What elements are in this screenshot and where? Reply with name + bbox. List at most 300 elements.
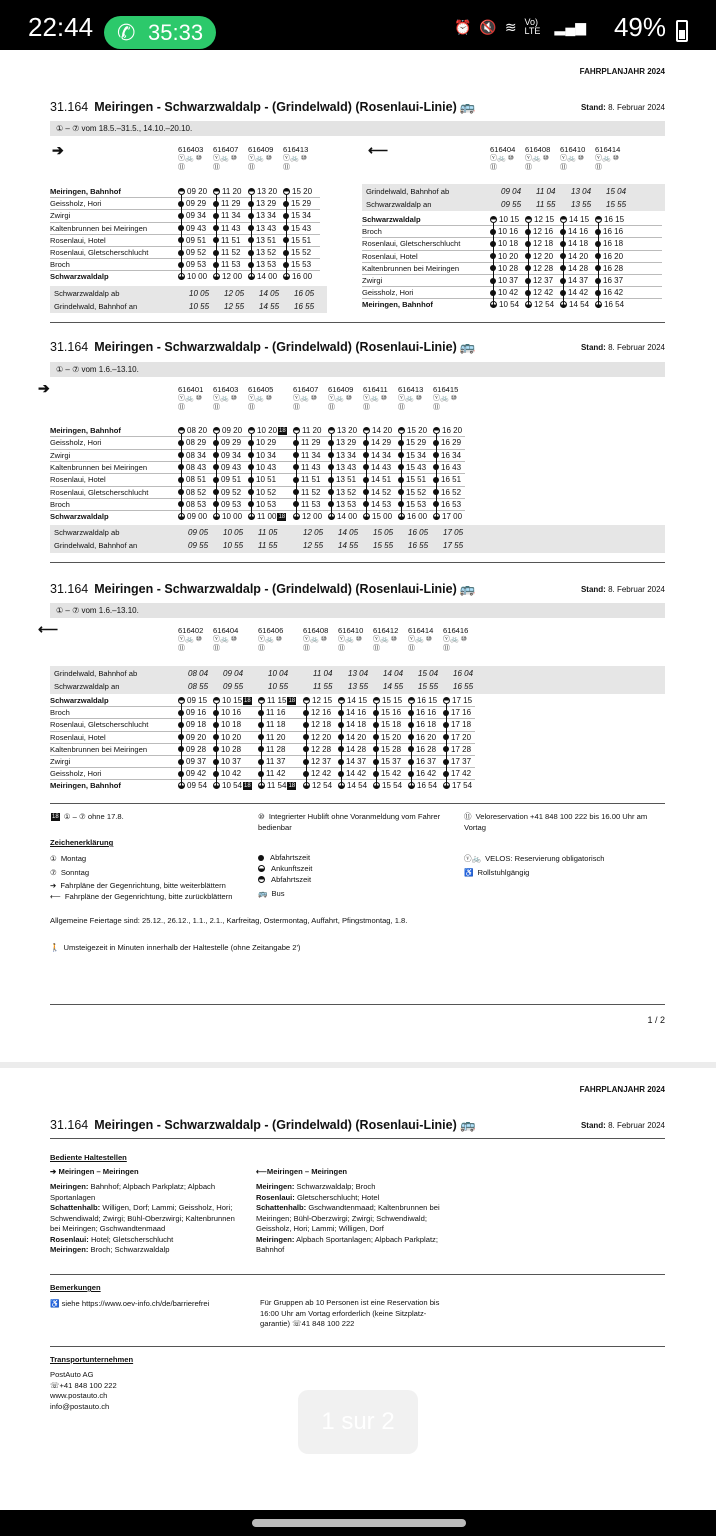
- time-cell: [213, 224, 240, 233]
- departure-halfdot-icon: [213, 188, 220, 195]
- time-cell: [443, 696, 472, 705]
- route-line: [181, 434, 182, 518]
- dir2-heading: [256, 1167, 347, 1178]
- time-value: 14 34: [371, 450, 392, 460]
- legend-heading: Zeichenerklärung: [50, 838, 114, 847]
- train-number: 616408: [303, 626, 329, 635]
- connection-time: 09 55: [501, 199, 522, 209]
- route-line: [216, 195, 217, 277]
- time-cell: [213, 260, 240, 269]
- time-value: 10 15: [222, 696, 243, 705]
- divider: [50, 1346, 665, 1347]
- time-cell: [248, 475, 276, 484]
- connection-time: 10 05: [223, 528, 244, 537]
- time-value: 10 16: [221, 708, 242, 718]
- train-number: 616408: [525, 145, 551, 154]
- fahrplanjahr-header-2: FAHRPLANJAHR 2024: [579, 1085, 665, 1094]
- departure-halfdot-icon: [258, 697, 265, 704]
- time-cell: [213, 720, 241, 729]
- veloreservation-icon: ⑪: [408, 645, 415, 652]
- route-line: [251, 195, 252, 277]
- time-value: 10 15: [499, 215, 520, 224]
- stand-label: Stand:: [580, 585, 606, 594]
- connection-time: 16 55: [453, 681, 474, 691]
- time-value: 17 20: [451, 732, 472, 742]
- time-cell: [178, 475, 206, 484]
- connection-time: 13 55: [348, 681, 369, 691]
- time-cell: [433, 438, 461, 447]
- stop-name: Broch: [362, 227, 382, 237]
- row-divider: [50, 222, 320, 223]
- stand-date: 8. Februar 2024: [608, 585, 665, 594]
- time-value: 09 51: [221, 475, 242, 485]
- stop-name: Schwarzwaldalp: [50, 512, 109, 522]
- time-value: 13 51: [336, 475, 357, 485]
- stop-name: Kaltenbrunnen bei Meiringen: [50, 462, 148, 472]
- stop-name: Zwirgi: [50, 211, 71, 221]
- phone-icon: ☏: [50, 1380, 60, 1390]
- served-stop-list: Gletscherschlucht; Hotel: [296, 1192, 380, 1202]
- time-cell: [328, 438, 356, 447]
- mute-icon: 🔇: [479, 18, 497, 35]
- note-18-icon: 18: [279, 428, 286, 434]
- route-line: [563, 223, 564, 305]
- note-18-icon: 18: [278, 514, 286, 521]
- time-cell: [293, 475, 320, 484]
- time-value: 15 16: [381, 708, 402, 718]
- time-cell: [398, 451, 426, 460]
- veloreservation-icon: ⑪: [178, 404, 185, 411]
- bike-icon: ⓥ🚲 ⑩: [408, 636, 432, 643]
- time-cell: [433, 500, 461, 509]
- time-value: 16 42: [603, 288, 624, 298]
- time-value: 08 43: [186, 462, 207, 472]
- time-value: 10 20: [221, 732, 242, 742]
- served-stop-entry: [50, 1182, 245, 1203]
- train-number-column: [595, 145, 620, 172]
- bike-icon: ⓥ🚲 ⑩: [293, 395, 317, 402]
- time-cell: [213, 781, 252, 790]
- train-number-column: [293, 385, 318, 412]
- train-number: 616409: [248, 145, 274, 154]
- time-value: 08 52: [186, 487, 207, 497]
- time-value: 09 29: [186, 199, 207, 209]
- connection-time: 12 55: [303, 540, 324, 550]
- time-cell: [303, 733, 331, 742]
- time-cell: [213, 438, 241, 447]
- legend-weiter-text: Fahrpläne der Gegenrichtung, bitte weiterblättern: [60, 881, 226, 890]
- time-cell: [363, 488, 391, 497]
- time-cell: [213, 236, 240, 245]
- barrierefrei-note[interactable]: [50, 1299, 209, 1310]
- served-stop-place: Meiringen:: [256, 1182, 295, 1191]
- time-value: 14 42: [568, 288, 589, 298]
- time-value: 10 18: [221, 720, 242, 730]
- time-value: 17 28: [451, 744, 472, 754]
- connection-time: 10 05: [189, 289, 210, 298]
- time-value: 09 20: [187, 187, 208, 196]
- time-cell: [213, 488, 241, 497]
- route-line: [436, 434, 437, 518]
- company-web[interactable]: www.postauto.ch: [50, 1391, 108, 1400]
- time-cell: [490, 276, 518, 285]
- train-number: 616415: [433, 385, 459, 394]
- time-value: 09 29: [221, 438, 242, 448]
- time-cell: [258, 769, 285, 778]
- stop-name: Kaltenbrunnen bei Meiringen: [362, 263, 460, 273]
- train-number: 616407: [293, 385, 319, 394]
- time-cell: [595, 252, 623, 261]
- departure-halfdot-icon: [213, 697, 220, 704]
- time-value: 12 54: [312, 781, 333, 791]
- connection-time: 11 04: [313, 669, 333, 678]
- departure-halfdot-icon: [490, 216, 497, 223]
- stop-name: Schwarzwaldalp ab: [54, 289, 120, 298]
- time-value: 10 51: [256, 475, 277, 485]
- stop-name: Meiringen, Bahnhof: [50, 426, 121, 435]
- gruppen-phone[interactable]: 41 848 100 222: [301, 1319, 355, 1328]
- stand-t1: [581, 103, 665, 112]
- time-cell: [213, 463, 241, 472]
- row-divider: [50, 270, 320, 271]
- train-number-column: [178, 626, 203, 653]
- time-cell: [433, 463, 461, 472]
- legend-ankunft: [258, 864, 312, 875]
- train-number-column: [490, 145, 515, 172]
- time-value: 09 52: [221, 487, 242, 497]
- stop-name: Zwirgi: [50, 757, 71, 766]
- train-number-column: [525, 145, 550, 172]
- time-value: 11 34: [301, 450, 321, 460]
- route-line: [446, 704, 447, 786]
- connection-time: 16 55: [294, 301, 315, 311]
- train-number-column: [213, 626, 238, 653]
- row-divider: [362, 225, 662, 226]
- row-divider: [50, 498, 465, 499]
- train-number: 616412: [373, 626, 399, 635]
- departure-halfdot-icon: [560, 216, 567, 223]
- time-cell: [560, 252, 588, 261]
- departure-halfdot-icon: [363, 427, 370, 434]
- time-value: 14 15: [347, 696, 368, 705]
- time-cell: [443, 720, 471, 729]
- time-cell: [213, 708, 241, 717]
- fahrplanjahr-header: FAHRPLANJAHR 2024: [579, 67, 665, 76]
- time-cell: [213, 248, 240, 257]
- time-cell: [248, 512, 286, 521]
- legend-montag: [50, 854, 86, 865]
- time-cell: [213, 187, 241, 196]
- veloreservation-icon: ⑪: [525, 164, 532, 171]
- dir2-label: Meiringen – Meiringen: [266, 1167, 348, 1176]
- time-value: 15 52: [291, 248, 312, 257]
- route-line: [261, 704, 262, 786]
- time-value: 11 51: [221, 235, 241, 245]
- legend-abfahrt2: [258, 875, 311, 886]
- bike-icon: ⓥ🚲 ⑩: [258, 636, 282, 643]
- time-value: 16 18: [603, 239, 624, 249]
- bike-icon: ⓥ🚲 ⑩: [595, 155, 619, 162]
- time-value: 12 37: [311, 757, 332, 766]
- bike-icon: ⓥ🚲 ⑩: [303, 636, 327, 643]
- time-value: 17 42: [451, 769, 472, 779]
- time-cell: [213, 211, 240, 220]
- time-value: 11 43: [221, 223, 241, 233]
- bediente-heading: Bediente Haltestellen: [50, 1153, 127, 1162]
- row-divider: [362, 298, 662, 299]
- arrow-left-icon: ⟵: [38, 621, 59, 637]
- train-number-column: [303, 626, 328, 653]
- time-value: 16 00: [407, 512, 428, 522]
- served-stop-place: Meiringen:: [50, 1182, 89, 1191]
- veloreservation-icon: ⑪: [248, 164, 255, 171]
- stand-label: Stand:: [580, 103, 606, 112]
- time-cell: [178, 199, 206, 208]
- note-18-icon: 18: [288, 783, 296, 790]
- connection-time: 17 55: [443, 540, 464, 550]
- departure-halfdot-icon: [293, 427, 300, 434]
- time-value: 13 52: [256, 248, 277, 257]
- call-pill[interactable]: [104, 16, 216, 49]
- served-stop-list: Schwarzwaldalp; Broch: [296, 1182, 376, 1191]
- time-cell: [258, 733, 285, 742]
- time-value: 16 43: [441, 462, 462, 472]
- veloreservation-icon: ⑪: [595, 164, 602, 171]
- connection-time: 16 55: [408, 540, 429, 550]
- veloreservation-icon: ⑪: [178, 645, 185, 652]
- served-stop-list: Willigen, Dorf; Lammi; Geissholz, Hori; Schwendiwald; Zwirgi; Bühl-Oberzwirgi; Kaltenbrunnen bei Meiringen; Gschwandtenmaad: [50, 1203, 235, 1233]
- time-value: 12 16: [311, 708, 332, 718]
- time-value: 10 29: [256, 438, 277, 448]
- row-divider: [50, 510, 465, 511]
- route-name: Meiringen - Schwarzwaldalp - (Grindelwald) (Rosenlaui-Linie): [94, 100, 457, 114]
- time-cell: [283, 224, 311, 233]
- departure-halfdot-icon: [433, 427, 440, 434]
- time-value: 08 29: [186, 438, 207, 448]
- connection-time: 10 55: [268, 681, 289, 691]
- time-cell: [490, 227, 518, 236]
- note-10-icon: ⑩: [258, 812, 265, 821]
- row-divider: [50, 246, 320, 247]
- time-cell: [373, 696, 402, 705]
- time-value: 14 16: [346, 708, 367, 718]
- time-value: 13 20: [337, 426, 358, 435]
- stop-name: Rosenlaui, Hotel: [50, 732, 106, 742]
- stop-name: Schwarzwaldalp: [362, 215, 421, 224]
- served-stop-list: Hotel; Gletscherschlucht: [90, 1234, 174, 1244]
- time-cell: [213, 512, 242, 521]
- time-cell: [213, 500, 241, 509]
- connection-time: 09 55: [223, 681, 244, 691]
- time-cell: [258, 720, 285, 729]
- bus-icon: 🚌: [460, 1118, 476, 1132]
- time-cell: [248, 260, 276, 269]
- train-number-column: [283, 145, 308, 172]
- connection-time: 14 55: [338, 540, 359, 550]
- time-value: 16 15: [417, 696, 438, 705]
- note-18-icon: 18: [52, 814, 59, 820]
- home-pill[interactable]: [252, 1519, 466, 1527]
- time-cell: [303, 720, 331, 729]
- veloreservation-icon: ⑪: [283, 164, 290, 171]
- time-cell: [178, 451, 206, 460]
- time-cell: [408, 757, 436, 766]
- time-cell: [178, 260, 206, 269]
- phone-icon: ☏: [292, 1319, 302, 1328]
- time-cell: [363, 463, 391, 472]
- bike-icon: ⓥ🚲 ⑩: [338, 636, 362, 643]
- time-value: 16 16: [603, 227, 624, 237]
- train-number-column: [363, 385, 388, 412]
- stand-t3: [581, 585, 665, 594]
- company-mail[interactable]: info@postauto.ch: [50, 1401, 110, 1411]
- arrow-right-icon: ➔: [50, 1167, 57, 1176]
- veloreservation-icon: ⑪: [363, 404, 370, 411]
- time-cell: [258, 781, 296, 790]
- table-divider: [50, 803, 665, 804]
- time-value: 11 20: [302, 426, 322, 435]
- row-divider: [50, 258, 320, 259]
- time-value: 15 15: [382, 696, 403, 705]
- time-value: 10 54: [222, 781, 243, 791]
- stop-name: Grindelwald, Bahnhof ab: [54, 669, 138, 678]
- time-value: 10 37: [498, 276, 519, 285]
- connection-time: 15 04: [606, 187, 627, 196]
- legend-sonntag: [50, 868, 89, 879]
- train-number: 616410: [338, 626, 364, 635]
- time-cell: [213, 475, 241, 484]
- time-cell: [560, 300, 589, 309]
- time-value: 11 51: [301, 475, 321, 485]
- time-cell: [525, 300, 554, 309]
- time-cell: [248, 248, 276, 257]
- note-11: [464, 812, 664, 833]
- time-cell: [408, 720, 436, 729]
- row-divider: [50, 197, 320, 198]
- time-cell: [328, 475, 356, 484]
- time-cell: [248, 211, 276, 220]
- connection-time: 15 55: [606, 199, 627, 209]
- time-value: 09 16: [186, 708, 207, 718]
- nav-bar: [0, 1510, 716, 1536]
- route-title-t2: [50, 340, 475, 355]
- connection-time: 10 55: [223, 540, 244, 550]
- legend-abfahrt2-text: Abfahrtszeit: [271, 875, 312, 884]
- departure-halfdot-icon: [178, 427, 185, 434]
- stop-name: Grindelwald, Bahnhof an: [54, 540, 138, 550]
- umsteige-note-icon: 🚶: [50, 943, 60, 952]
- row-divider: [50, 234, 320, 235]
- time-cell: [338, 769, 366, 778]
- time-cell: [338, 708, 366, 717]
- umsteige-note: [50, 943, 300, 954]
- time-value: 08 51: [186, 475, 207, 485]
- departure-halfdot-icon: [373, 697, 380, 704]
- time-value: 12 37: [533, 276, 554, 285]
- time-value: 15 37: [381, 757, 402, 766]
- time-cell: [408, 708, 436, 717]
- time-value: 09 43: [186, 223, 207, 233]
- connection-time: 17 05: [443, 528, 464, 537]
- time-cell: [293, 512, 322, 521]
- time-value: 11 15: [267, 696, 287, 705]
- time-value: 16 53: [441, 499, 462, 509]
- train-number: 616416: [443, 626, 469, 635]
- time-value: 12 18: [533, 239, 554, 249]
- bike-icon: ⓥ🚲 ⑩: [213, 155, 237, 162]
- stop-name: Broch: [50, 708, 70, 718]
- time-value: 14 28: [346, 744, 367, 754]
- time-value: 16 28: [416, 744, 437, 754]
- time-cell: [338, 720, 366, 729]
- status-bar: [0, 0, 716, 50]
- bike-icon: ⓥ🚲 ⑩: [283, 155, 307, 162]
- legend-abfahrt-text: Abfahrtszeit: [270, 853, 311, 862]
- time-value: 11 16: [266, 708, 286, 718]
- train-number-column: [433, 385, 458, 412]
- time-cell: [248, 451, 276, 460]
- connection-time: 14 55: [259, 301, 280, 311]
- connection-time: 13 04: [571, 187, 592, 196]
- time-cell: [490, 239, 518, 248]
- connection-time: 14 04: [383, 669, 404, 678]
- time-cell: [248, 500, 276, 509]
- bike-icon: ⓥ🚲 ⑩: [373, 636, 397, 643]
- stop-name: Zwirgi: [50, 450, 71, 460]
- legend-bus-icon: 🚌: [258, 889, 268, 898]
- legend-rollstuhl-text: Rollstuhlgängig: [477, 868, 530, 877]
- connection-time: 16 05: [408, 528, 429, 537]
- legend-abfahrt-icon: [258, 853, 266, 862]
- time-cell: [328, 488, 356, 497]
- barrierefrei-link[interactable]: siehe https://www.oev-info.ch/de/barrierefrei: [61, 1299, 210, 1308]
- train-number: 616401: [178, 385, 204, 394]
- time-value: 11 53: [301, 499, 321, 509]
- line-number: 31.164: [50, 1118, 89, 1132]
- company-phone[interactable]: +41 848 100 222: [59, 1380, 117, 1390]
- train-number: 616413: [283, 145, 309, 154]
- time-cell: [248, 199, 276, 208]
- train-number-column: [373, 626, 398, 653]
- note-11-icon: ⑪: [464, 812, 472, 821]
- time-cell: [408, 696, 437, 705]
- time-value: 08 53: [186, 499, 207, 509]
- time-cell: [490, 300, 519, 309]
- time-cell: [178, 769, 206, 778]
- time-value: 17 16: [451, 708, 472, 718]
- departure-halfdot-icon: [248, 188, 255, 195]
- connection-time: 09 05: [188, 528, 209, 537]
- time-cell: [213, 757, 241, 766]
- train-number-column: [213, 385, 238, 412]
- arrow-left-icon: ⟵: [256, 1167, 267, 1176]
- time-cell: [443, 769, 471, 778]
- time-cell: [398, 426, 427, 435]
- row-divider: [50, 209, 320, 210]
- route-name: Meiringen - Schwarzwaldalp - (Grindelwald) (Rosenlaui-Linie): [94, 582, 457, 596]
- time-cell: [283, 236, 311, 245]
- stop-name: Rosenlaui, Gletscherschlucht: [50, 487, 149, 497]
- veloreservation-icon: ⑪: [303, 645, 310, 652]
- departure-halfdot-icon: [248, 427, 255, 434]
- served-stop-entry: [50, 1245, 245, 1256]
- company-phone-row: [50, 1381, 117, 1392]
- time-cell: [328, 426, 357, 435]
- bike-icon: ⓥ🚲 ⑩: [525, 155, 549, 162]
- bemerkungen-heading: Bemerkungen: [50, 1283, 101, 1292]
- served-stop-entry: [256, 1182, 451, 1193]
- train-number: 616403: [213, 385, 239, 394]
